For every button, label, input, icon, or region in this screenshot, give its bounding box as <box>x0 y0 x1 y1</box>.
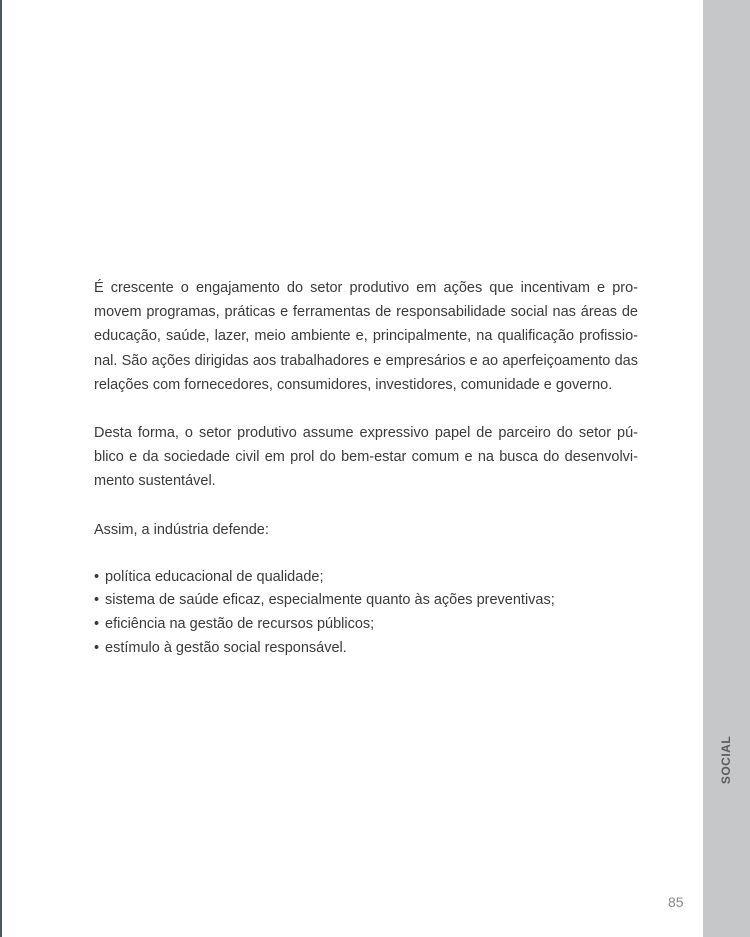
bullet-icon: • <box>94 592 100 609</box>
list-item <box>94 566 638 590</box>
paragraph-line: Desta forma, o setor produtivo assume expressivo papel de parceiro do setor pú- <box>94 425 638 442</box>
list-intro: Assim, a indústria defende: <box>94 521 269 538</box>
bullet-list <box>94 566 638 660</box>
list-item-text: sistema de saúde eficaz, especialmente quanto às ações preventivas; <box>105 592 555 609</box>
paragraph-1 <box>94 276 638 397</box>
bullet-icon: • <box>94 568 100 585</box>
paragraph-line: mento sustentável. <box>94 473 216 490</box>
section-side-tab <box>703 0 750 937</box>
left-margin-rule <box>0 0 2 937</box>
paragraph-line: blico e da sociedade civil em prol do bem-estar comum e na busca do desenvolvi- <box>94 449 638 466</box>
paragraph-line: relações com fornecedores, consumidores, investidores, comunidade e governo. <box>94 376 613 393</box>
paragraph-line: educação, saúde, lazer, meio ambiente e, principalmente, na qualificação profissio- <box>94 328 638 345</box>
list-item <box>94 613 638 637</box>
paragraph-line: nal. São ações dirigidas aos trabalhadores e empresários e ao aperfeiçoamento das <box>94 352 638 369</box>
paragraph-line: É crescente o engajamento do setor produtivo em ações que incentivam e pro- <box>94 280 638 296</box>
list-item <box>94 637 638 661</box>
paragraph-2 <box>94 421 638 494</box>
list-item-text: política educacional de qualidade; <box>105 568 324 585</box>
list-item <box>94 589 638 613</box>
list-item-text: estímulo à gestão social responsável. <box>105 639 347 656</box>
page-number: 85 <box>668 894 684 910</box>
section-tab-label: SOCIAL <box>719 735 733 785</box>
body-text <box>94 276 638 660</box>
list-item-text: eficiência na gestão de recursos públicos; <box>105 616 375 633</box>
bullet-icon: • <box>94 639 100 656</box>
bullet-icon: • <box>94 616 100 633</box>
paragraph-line: movem programas, práticas e ferramentas de responsabilidade social nas áreas de <box>94 304 638 321</box>
